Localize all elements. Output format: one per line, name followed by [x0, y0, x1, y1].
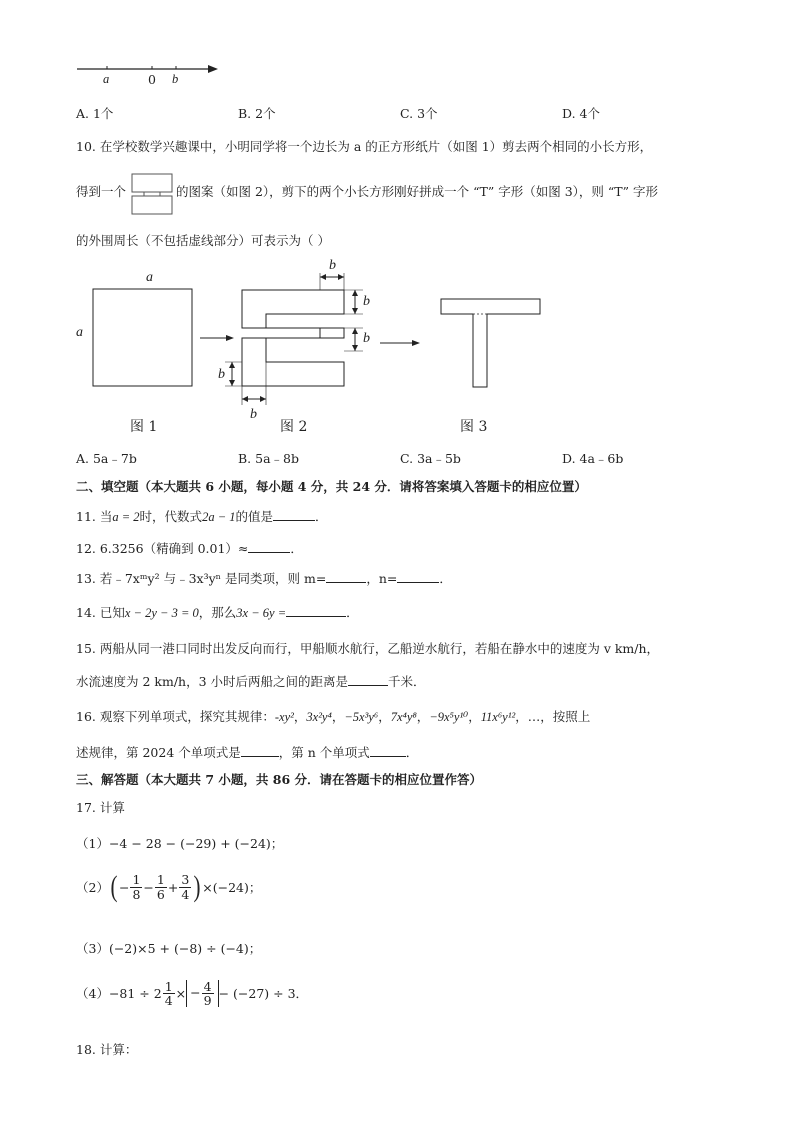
q10-option-a[interactable]: A. 5a﹣7b — [76, 451, 137, 466]
q14-end: ． — [346, 605, 359, 620]
figure-3-t-shape — [440, 298, 540, 393]
q15-end: 千米． — [388, 674, 426, 689]
q11-end: ． — [315, 509, 328, 524]
q13-m-blank[interactable] — [326, 570, 366, 583]
q17-part4-tail: − (−27) ÷ 3． — [218, 986, 309, 1002]
frac-den: 8 — [132, 886, 141, 902]
frac-den: 9 — [203, 993, 212, 1009]
q15-line2-text: 水流速度为 2 km/h，3 小时后两船之间的距离是 — [76, 674, 349, 689]
numberline-a-label: a — [103, 72, 110, 86]
q16-line2 — [76, 744, 418, 760]
frac-den: 4 — [164, 993, 173, 1009]
figure-1-square — [93, 289, 193, 389]
q14-expr: 3x − 6y = — [236, 606, 287, 620]
q17-part2-label: （2） — [76, 879, 109, 895]
q12-text: 12. 6.3256（精确到 0.01）≈ — [76, 541, 249, 556]
q10-line2a: 得到一个 — [76, 184, 127, 199]
q10-line3: 的外围周长（不包括虚线部分）可表示为（ ） — [76, 233, 330, 248]
q11 — [76, 508, 328, 525]
fig2-dim-b-top: b — [329, 258, 336, 273]
fig2-dim-b-right2: b — [363, 331, 370, 346]
q16-term-2: 3x²y⁴ — [306, 710, 332, 724]
q16-term-6: 11x⁶y¹² — [480, 710, 516, 724]
fig2-caption: 图 2 — [280, 419, 308, 435]
q16-prefix: 16. 观察下列单项式，探究其规律： — [76, 709, 275, 724]
q13-end: ． — [439, 571, 452, 586]
fig2-dim-b-bottom: b — [250, 407, 257, 422]
q18-title: 18. 计算： — [76, 1042, 138, 1057]
q17-title: 17. 计算 — [76, 800, 125, 815]
frac-den: 4 — [181, 886, 190, 902]
q10-inline-shape-icon — [130, 172, 174, 216]
fig2-dim-b-left: b — [218, 367, 225, 382]
q12 — [76, 540, 303, 556]
q12-end: ． — [290, 541, 303, 556]
q17-part2-tail: ×(−24)； — [202, 879, 262, 895]
q17-part3: （3）(−2)×5 + (−8) ÷ (−4)； — [76, 941, 262, 956]
numberline-zero-label: 0 — [148, 72, 156, 87]
q14-prefix: 14. 已知 — [76, 605, 125, 620]
numberline-b-label: b — [172, 72, 179, 86]
section-2-heading: 二、填空题（本大题共 6 小题，每小题 4 分，共 24 分．请将答案填入答题卡的相应位置） — [76, 479, 587, 494]
fig2-dim-b-right1: b — [363, 294, 370, 309]
q16-2024-blank[interactable] — [241, 744, 279, 757]
q16-line2b: ，第 n 个单项式 — [278, 745, 370, 760]
fig1-caption: 图 1 — [130, 419, 158, 435]
q16-line1: 16. 观察下列单项式，探究其规律：-xy²，3x²y⁴，−5x³y⁶，7x⁴y⁸，−9x⁵y¹⁰，11x⁶y¹²，…，按照上 — [76, 709, 591, 724]
q16-term-5: −9x⁵y¹⁰ — [429, 710, 469, 724]
q16-term-1: -xy² — [274, 710, 294, 724]
q17-part2: （2） ( − $\frac{1}{8}$ − $\frac{1}{6}$ + $\frac{3}{4}$ ) ×(−24)； — [76, 870, 262, 903]
q17-part4 — [76, 980, 308, 1007]
q11-expr: 2a − 1 — [202, 510, 236, 524]
q10-option-b[interactable]: B. 5a﹣8b — [238, 451, 299, 466]
q15-line1: 15. 两船从同一港口同时出发反向而行，甲船顺水航行，乙船逆水航行，若船在静水中的速度为 v km/h， — [76, 641, 660, 656]
q14-eq: x − 2y − 3 = 0 — [124, 606, 199, 620]
number-line — [0, 0, 794, 100]
q11-prefix: 11. 当 — [76, 509, 113, 524]
q16-term-4: 7x⁴y⁸ — [390, 710, 417, 724]
arrow-2 — [378, 337, 428, 349]
fig3-caption: 图 3 — [460, 419, 488, 435]
fig1-top-a: a — [146, 270, 153, 285]
frac-num: 1 — [132, 872, 141, 888]
q17-part4-mid: × — [175, 986, 187, 1002]
q9-option-d[interactable]: D. 4个 — [562, 106, 600, 121]
q9-option-b[interactable]: B. 2个 — [238, 106, 276, 121]
q13-n-blank[interactable] — [397, 570, 439, 583]
frac-num: 1 — [164, 979, 173, 994]
q16-end: ． — [405, 745, 419, 760]
q17-part4-label: （4） — [76, 986, 109, 1002]
q11-answer-blank[interactable] — [273, 508, 315, 521]
q14-mid: ，那么 — [198, 605, 237, 620]
q16-nth-blank[interactable] — [370, 744, 406, 757]
q17-part1: （1）−4 − 28 − (−29) + (−24)； — [76, 836, 284, 851]
q13-text: 13. 若﹣7xᵐy² 与﹣3x³yⁿ 是同类项，则 m= — [76, 571, 327, 586]
q10-option-d[interactable]: D. 4a﹣6b — [562, 451, 624, 466]
q14 — [76, 604, 359, 621]
fig1-left-a: a — [76, 325, 83, 340]
q10-line2b: 的图案（如图 2），剪下的两个小长方形刚好拼成一个 “T” 字形（如图 3），则 “T” 字形 — [176, 184, 658, 199]
q13 — [76, 570, 452, 586]
q9-option-c[interactable]: C. 3个 — [400, 106, 438, 121]
q12-answer-blank[interactable] — [248, 540, 290, 553]
q16-line2a: 述规律，第 2024 个单项式是 — [76, 745, 241, 760]
q15-answer-blank[interactable] — [348, 673, 388, 686]
q10-option-c[interactable]: C. 3a﹣5b — [400, 451, 461, 466]
q16-suffix: ，…，按照上 — [515, 709, 591, 724]
frac-num: 3 — [181, 872, 190, 888]
frac-num: 1 — [156, 872, 165, 888]
q11-suffix: 的值是 — [235, 509, 274, 524]
q13-mid: ，n= — [366, 571, 398, 586]
q11-cond: a = 2 — [112, 510, 140, 524]
frac-den: 6 — [156, 886, 165, 902]
q15-line2 — [76, 673, 426, 689]
section-3-heading: 三、解答题（本大题共 7 小题，共 86 分．请在答题卡的相应位置作答） — [76, 772, 483, 787]
q14-answer-blank[interactable] — [286, 604, 346, 617]
q16-term-3: −5x³y⁶ — [344, 710, 379, 724]
q9-option-a[interactable]: A. 1个 — [76, 106, 114, 121]
q10-line1: 10. 在学校数学兴趣课中，小明同学将一个边长为 a 的正方形纸片（如图 1）剪去两个相同的小长方形， — [76, 139, 653, 154]
q17-part4-head: −81 ÷ 2 — [108, 986, 162, 1002]
frac-num: 4 — [203, 979, 212, 994]
q11-mid: 时，代数式 — [139, 509, 203, 524]
q17-part4-absolute: − $\frac{4}{9}$ — [186, 980, 218, 1007]
